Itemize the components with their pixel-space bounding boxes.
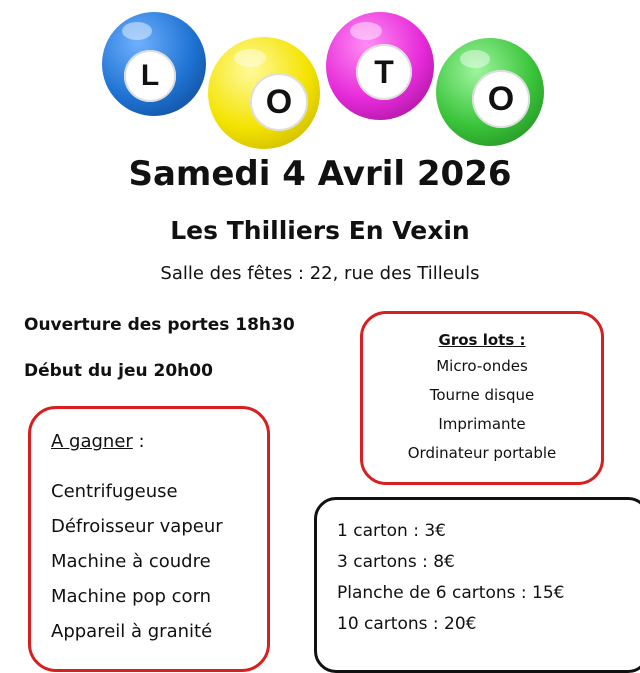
ball-face [472, 70, 530, 128]
a-gagner-title: A gagner [51, 431, 133, 452]
list-item: Centrifugeuse [51, 481, 178, 502]
a-gagner-heading [51, 431, 267, 452]
event-address: Salle des fêtes : 22, rue des Tilleuls [160, 263, 480, 284]
ball-letter: O [487, 79, 515, 118]
lottery-ball-l [102, 12, 206, 116]
tarifs-box [314, 497, 640, 673]
ball-letter: O [265, 82, 293, 121]
list-item: Appareil à granité [51, 621, 213, 642]
ball-face [250, 73, 308, 131]
lottery-ball-o-yellow [208, 37, 320, 149]
list-item: Tourne disque [429, 386, 535, 404]
list-item: Ordinateur portable [407, 444, 557, 462]
price-item: 3 cartons : 8€ [337, 552, 455, 572]
ball-face [356, 44, 412, 100]
ball-letter: T [374, 53, 394, 90]
gros-lots-box [360, 311, 604, 485]
list-item: Machine à coudre [51, 551, 211, 572]
a-gagner-colon: : [132, 431, 145, 452]
list-item: Défroisseur vapeur [51, 516, 223, 537]
price-item: Planche de 6 cartons : 15€ [337, 583, 565, 603]
a-gagner-box [28, 406, 270, 672]
price-item: 10 cartons : 20€ [337, 614, 477, 634]
lottery-ball-t [326, 12, 434, 120]
ball-face [124, 50, 176, 102]
event-date: Samedi 4 Avril 2026 [128, 154, 512, 194]
price-item: 1 carton : 3€ [337, 521, 446, 541]
gros-lots-title: Gros lots : [438, 331, 526, 349]
list-item: Machine pop corn [51, 586, 212, 607]
ball-letter: L [140, 59, 160, 92]
lottery-ball-o-green [436, 38, 544, 146]
loto-logo [0, 0, 640, 150]
list-item: Micro-ondes [436, 357, 528, 375]
game-start: Début du jeu 20h00 [24, 361, 213, 381]
doors-opening: Ouverture des portes 18h30 [24, 315, 295, 335]
event-place: Les Thilliers En Vexin [170, 216, 470, 245]
list-item: Imprimante [438, 415, 526, 433]
